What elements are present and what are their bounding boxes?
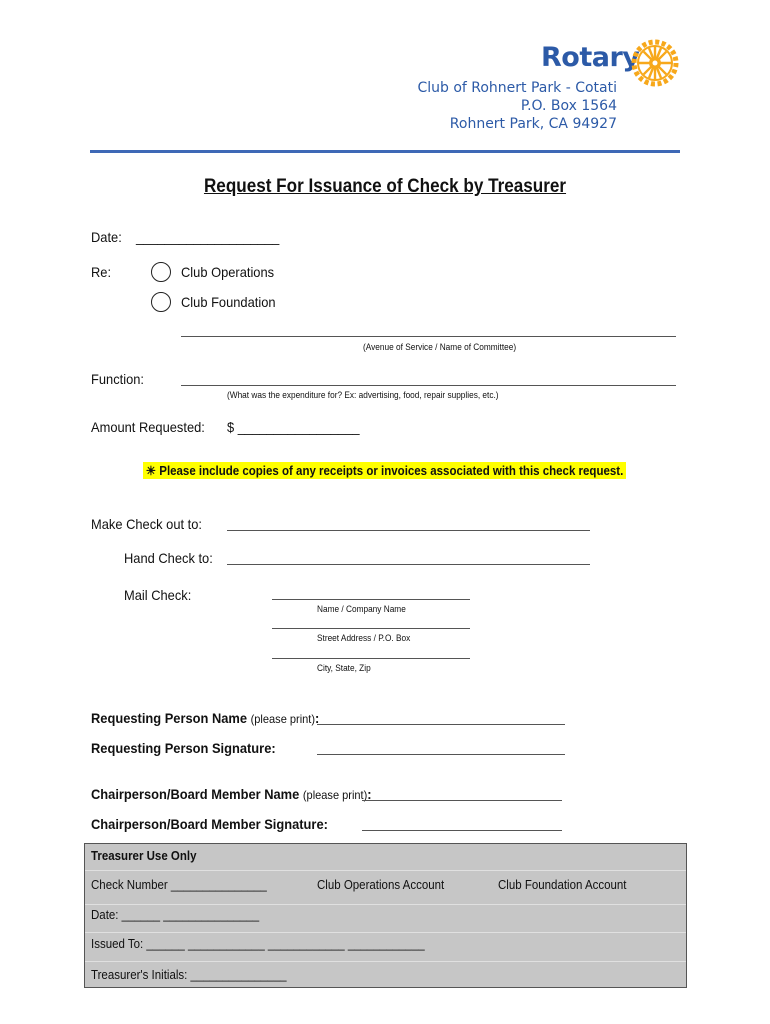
hand-check-field[interactable] bbox=[227, 564, 590, 565]
avenue-field[interactable] bbox=[181, 336, 676, 337]
header-divider bbox=[90, 150, 680, 153]
mail-city-hint: City, State, Zip bbox=[317, 663, 371, 673]
make-check-field[interactable] bbox=[227, 530, 590, 531]
club-foundation-radio[interactable] bbox=[151, 292, 171, 312]
club-foundation-label: Club Foundation bbox=[181, 294, 276, 310]
date-field[interactable]: ____________________ bbox=[136, 229, 280, 245]
mail-street-field[interactable] bbox=[272, 628, 470, 629]
treasurer-use-box bbox=[84, 843, 687, 988]
re-label: Re: bbox=[91, 264, 112, 280]
rotary-wheel-icon bbox=[630, 38, 680, 88]
amount-label: Amount Requested: bbox=[91, 419, 205, 435]
mail-check-label: Mail Check: bbox=[124, 587, 192, 603]
mail-name-field[interactable] bbox=[272, 599, 470, 600]
avenue-hint: (Avenue of Service / Name of Committee) bbox=[363, 342, 517, 352]
amount-field[interactable]: $ _________________ bbox=[227, 419, 360, 435]
treasurer-initials-field[interactable]: Treasurer's Initials: _______________ bbox=[91, 968, 287, 982]
notice-text: Please include copies of any receipts or invoices associated with this check request. bbox=[159, 464, 624, 478]
treasurer-row-divider bbox=[85, 932, 686, 933]
receipts-notice bbox=[143, 462, 668, 480]
treasurer-date-field[interactable]: Date: ______ _______________ bbox=[91, 908, 260, 922]
chair-name-text: Chairperson/Board Member Name bbox=[91, 786, 300, 802]
chair-name-field[interactable] bbox=[362, 800, 562, 801]
requesting-signature-field[interactable] bbox=[317, 754, 565, 755]
requesting-name-field[interactable] bbox=[317, 724, 565, 725]
requesting-name-text: Requesting Person Name bbox=[91, 710, 248, 726]
function-hint: (What was the expenditure for? Ex: advertising, food, repair supplies, etc.) bbox=[227, 390, 499, 400]
treasurer-row-divider bbox=[85, 961, 686, 962]
chair-name-label bbox=[91, 786, 372, 802]
issued-to-field[interactable]: Issued To: ______ ____________ ____________ ____________ bbox=[91, 937, 425, 951]
date-label: Date: bbox=[91, 229, 122, 245]
treasurer-heading: Treasurer Use Only bbox=[91, 849, 197, 863]
club-operations-label: Club Operations bbox=[181, 264, 275, 280]
club-operations-account[interactable]: Club Operations Account bbox=[317, 878, 445, 892]
function-field[interactable] bbox=[181, 385, 676, 386]
make-check-label: Make Check out to: bbox=[91, 516, 202, 532]
mail-city-field[interactable] bbox=[272, 658, 470, 659]
club-foundation-account[interactable]: Club Foundation Account bbox=[498, 878, 627, 892]
treasurer-row-divider bbox=[85, 870, 686, 871]
sun-icon: ☀ bbox=[145, 464, 160, 478]
requesting-name-label bbox=[91, 710, 319, 726]
chair-signature-field[interactable] bbox=[362, 830, 562, 831]
mail-street-hint: Street Address / P.O. Box bbox=[317, 633, 411, 643]
chair-signature-label: Chairperson/Board Member Signature: bbox=[91, 816, 328, 832]
requesting-name-colon: : bbox=[315, 710, 320, 726]
address-line-2: P.O. Box 1564 bbox=[520, 98, 617, 114]
address-line-3: Rohnert Park, CA 94927 bbox=[449, 116, 617, 132]
chair-name-colon: : bbox=[367, 786, 372, 802]
requesting-name-suffix: (please print) bbox=[250, 712, 316, 726]
treasurer-row-divider bbox=[85, 904, 686, 905]
hand-check-label: Hand Check to: bbox=[124, 550, 213, 566]
address-line-1: Club of Rohnert Park - Cotati bbox=[417, 80, 617, 96]
check-number-field[interactable]: Check Number _______________ bbox=[91, 878, 267, 892]
chair-name-suffix: (please print) bbox=[302, 788, 368, 802]
mail-name-hint: Name / Company Name bbox=[317, 604, 406, 614]
form-title: Request For Issuance of Check by Treasurer bbox=[203, 176, 567, 197]
requesting-signature-label: Requesting Person Signature: bbox=[91, 740, 276, 756]
function-label: Function: bbox=[91, 371, 144, 387]
receipts-notice-text bbox=[143, 462, 626, 479]
rotary-wordmark: Rotary bbox=[541, 42, 640, 73]
club-operations-radio[interactable] bbox=[151, 262, 171, 282]
